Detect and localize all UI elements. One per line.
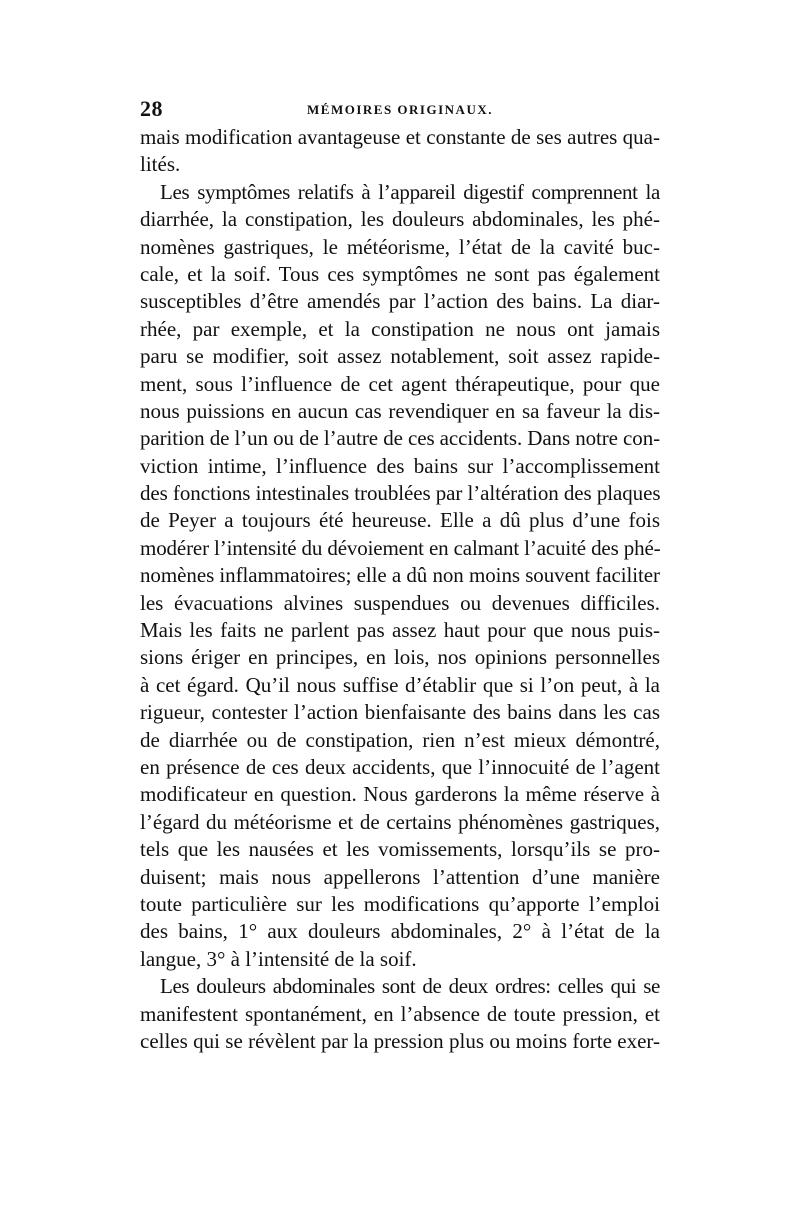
- text-line: des bains, 1° aux douleurs abdominales, 2° à l’état de la: [140, 919, 660, 944]
- text-line: rigueur, contester l’action bienfaisante des bains dans les cas: [140, 700, 660, 725]
- text-line: en présence de ces deux accidents, que l’innocuité de l’agent: [140, 754, 660, 779]
- text-line: viction intime, l’influence des bains sur l’accomplissement: [140, 453, 660, 478]
- text-line: nous puissions en aucun cas revendiquer en sa faveur la dis-: [140, 398, 660, 423]
- text-line: modérer l’intensité du dévoiement en calmant l’acuité des phé-: [140, 535, 661, 560]
- running-head: MÉMOIRES ORIGINAUX.: [307, 102, 493, 117]
- text-line: nomènes inflammatoires; elle a dû non moins souvent faciliter: [140, 563, 660, 588]
- text-line: mais modification avantageuse et constante de ses autres qua-: [140, 125, 660, 149]
- body-text: [140, 124, 660, 1055]
- text-line: susceptibles d’être amendés par l’action des bains. La diar-: [140, 289, 660, 314]
- text-line: lités.: [140, 152, 181, 177]
- page-number: 28: [140, 96, 163, 121]
- text-line: de Peyer a toujours été heureuse. Elle a dû plus d’une fois: [140, 508, 660, 533]
- text-line: cale, et la soif. Tous ces symptômes ne sont pas également: [140, 261, 660, 286]
- text-line: langue, 3° à l’intensité de la soif.: [140, 946, 417, 971]
- text-line: diarrhée, la constipation, les douleurs abdominales, les phé-: [140, 207, 660, 232]
- text-line: duisent; mais nous appellerons l’attention d’une manière: [140, 864, 660, 889]
- text-line: Les symptômes relatifs à l’appareil digestif comprennent la: [160, 179, 660, 204]
- text-line: manifestent spontanément, en l’absence de toute pression, et: [140, 1001, 660, 1026]
- text-line: tels que les nausées et les vomissements, lorsqu’ils se pro-: [140, 837, 660, 862]
- text-line: sions ériger en principes, en lois, nos opinions personnelles: [140, 645, 660, 670]
- text-line: Mais les faits ne parlent pas assez haut pour que nous puis-: [140, 618, 660, 643]
- text-line: rhée, par exemple, et la constipation ne nous ont jamais: [140, 316, 660, 341]
- text-line: paru se modifier, soit assez notablement, soit assez rapide-: [140, 344, 660, 369]
- text-line: de diarrhée ou de constipation, rien n’est mieux démontré,: [140, 727, 660, 752]
- text-line: toute particulière sur les modifications qu’apporte l’emploi: [140, 891, 660, 916]
- text-line: ment, sous l’influence de cet agent thérapeutique, pour que: [140, 371, 660, 396]
- text-line: les évacuations alvines suspendues ou devenues difficiles.: [140, 590, 660, 615]
- text-line: nomènes gastriques, le météorisme, l’état de la cavité buc-: [140, 234, 660, 259]
- text-line: celles qui se révèlent par la pression plus ou moins forte exer-: [140, 1028, 660, 1053]
- text-line: modificateur en question. Nous garderons la même réserve à: [140, 782, 660, 807]
- text-line: parition de l’un ou de l’autre de ces accidents. Dans notre con-: [140, 426, 660, 451]
- text-line: Les douleurs abdominales sont de deux ordres: celles qui se: [160, 974, 660, 999]
- text-line: des fonctions intestinales troublées par l’altération des plaques: [140, 481, 661, 506]
- text-line: à cet égard. Qu’il nous suffise d’établir que si l’on peut, à la: [140, 672, 660, 697]
- text-line: l’égard du météorisme et de certains phénomènes gastriques,: [140, 809, 660, 834]
- page-header: [140, 96, 660, 124]
